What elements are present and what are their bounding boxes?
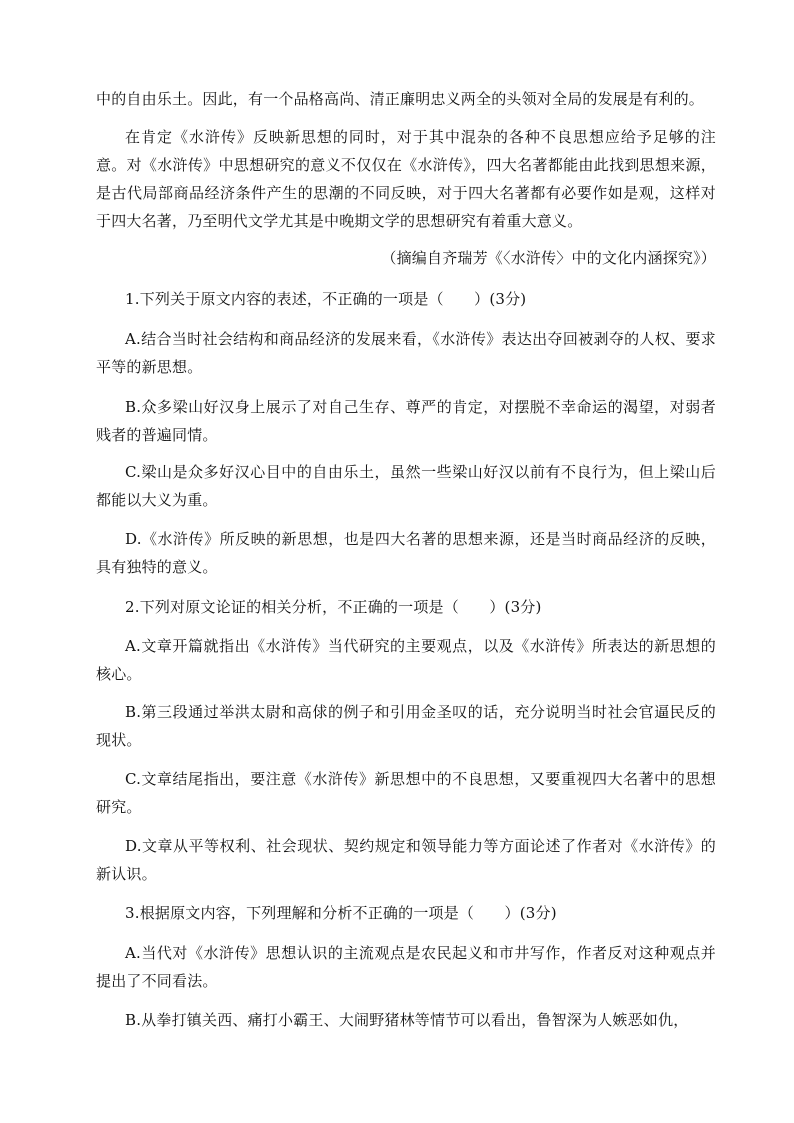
question-1-option-c: C.梁山是众多好汉心目中的自由乐土，虽然一些梁山好汉以前有不良行为，但上梁山后都能以大义为重。 bbox=[96, 463, 716, 509]
question-2-option-b: B.第三段通过举洪太尉和高俅的例子和引用金圣叹的话，充分说明当时社会官逼民反的现状。 bbox=[96, 703, 716, 749]
question-2-stem: 2.下列对原文论证的相关分析，不正确的一项是（ ）(3分) bbox=[125, 598, 542, 616]
passage-paragraph-conclusion: 在肯定《水浒传》反映新思想的同时，对于其中混杂的各种不良思想应给予足够的注意。对《水浒传》中思想研究的意义不仅仅在《水浒传》，四大名著都能由此找到思想来源，是古代局部商品经济条件产生的思潮的不同反映，对于四大名著都有必要作如是观，这样对于四大名著，乃至明代文学尤其是中晚期文学的思想研究有着重大意义。 bbox=[96, 128, 716, 230]
question-1-option-b: B.众多梁山好汉身上展示了对自己生存、尊严的肯定，对摆脱不幸命运的渴望，对弱者贱者的普遍同情。 bbox=[96, 398, 716, 444]
question-1-stem: 1.下列关于原文内容的表述，不正确的一项是（ ）(3分) bbox=[125, 290, 527, 308]
question-3-option-a: A.当代对《水浒传》思想认识的主流观点是农民起义和市井写作，作者反对这种观点并提出了不同看法。 bbox=[96, 944, 716, 990]
question-1-option-a: A.结合当时社会结构和商品经济的发展来看，《水浒传》表达出夺回被剥夺的人权、要求平等的新思想。 bbox=[96, 330, 716, 376]
passage-paragraph-end: 中的自由乐土。因此，有一个品格高尚、清正廉明忠义两全的头领对全局的发展是有利的。 bbox=[96, 90, 705, 108]
question-2-option-d: D.文章从平等权利、社会现状、契约规定和领导能力等方面论述了作者对《水浒传》的新认识。 bbox=[96, 837, 716, 883]
question-1-option-d: D.《水浒传》所反映的新思想，也是四大名著的思想来源，还是当时商品经济的反映，具有独特的意义。 bbox=[96, 530, 716, 576]
source-citation: （摘编自齐瑞芳《〈水浒传〉中的文化内涵探究》） bbox=[381, 249, 716, 267]
question-3-stem: 3.根据原文内容，下列理解和分析不正确的一项是（ ）(3分) bbox=[125, 904, 557, 922]
question-2-option-c: C.文章结尾指出，要注意《水浒传》新思想中的不良思想，又要重视四大名著中的思想研究。 bbox=[96, 770, 716, 816]
question-3-option-b: B.从拳打镇关西、痛打小霸王、大闹野猪林等情节可以看出，鲁智深为人嫉恶如仇， bbox=[125, 1011, 689, 1029]
question-2-option-a: A.文章开篇就指出《水浒传》当代研究的主要观点，以及《水浒传》所表达的新思想的核心。 bbox=[96, 637, 716, 683]
